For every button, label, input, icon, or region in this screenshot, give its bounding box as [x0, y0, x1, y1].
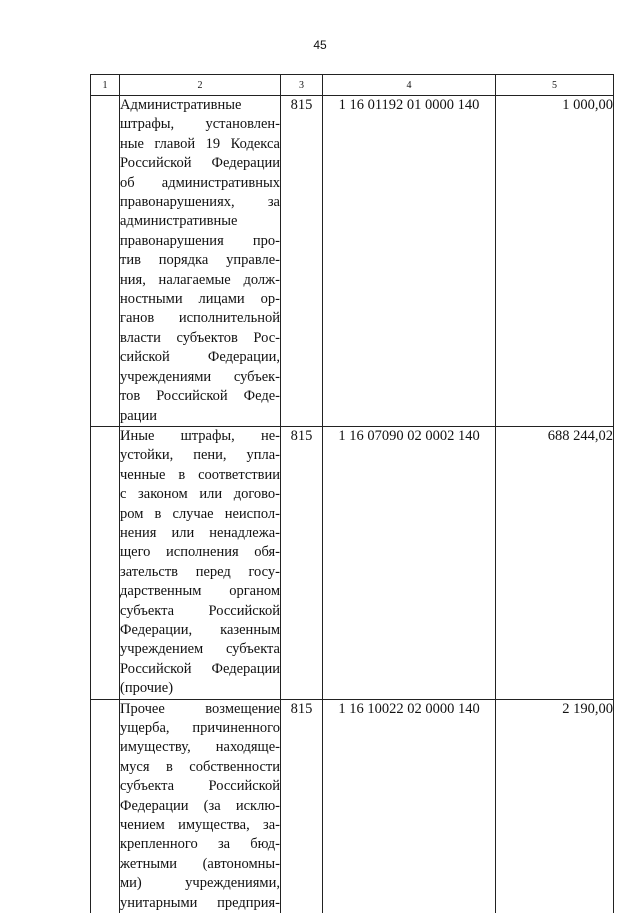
admin-code: 815	[281, 426, 323, 699]
revenue-description	[120, 96, 281, 427]
table-header-row	[91, 75, 614, 96]
description-line: Административные	[120, 97, 242, 113]
description-line: ния, налагаемые долж-	[120, 271, 280, 288]
description-line: ущерба, причиненного	[120, 720, 280, 736]
description-line: тив порядка управле-	[120, 252, 280, 269]
description-line: дарственным органом	[120, 583, 280, 600]
description-line: муся в собственности	[120, 758, 280, 775]
description-line: (прочие)	[120, 680, 174, 697]
description-line: учреждениями субъек-	[120, 368, 280, 385]
description-line: ностными лицами ор-	[120, 291, 280, 308]
column-header-2: 2	[120, 75, 281, 96]
description-line: субъекта Российской	[120, 602, 280, 619]
description-line: ми) учреждениями,	[120, 875, 280, 892]
column-header-4: 4	[323, 75, 496, 96]
budget-classification-code: 1 16 10022 02 0000 140	[323, 699, 496, 913]
description-line: ром в случае неиспол-	[120, 505, 280, 522]
description-line: правонарушения про-	[120, 232, 280, 249]
table-row	[91, 96, 614, 427]
column-header-3: 3	[281, 75, 323, 96]
description-line: унитарными предприя-	[120, 894, 280, 911]
description-line: ные главой 19 Кодекса	[120, 135, 280, 152]
description-line: об административных	[120, 174, 280, 191]
description-line: имуществу, находяще-	[120, 739, 280, 756]
admin-code: 815	[281, 96, 323, 427]
description-line: тов Российской Феде-	[120, 388, 280, 405]
description-line: административные	[120, 213, 238, 230]
description-line: Российской Федерации	[120, 155, 280, 172]
description-line: нения или ненадлежа-	[120, 524, 280, 541]
revenue-description	[120, 699, 281, 913]
description-line: штрафы, установлен-	[120, 116, 280, 133]
description-line: крепленного за бюд-	[120, 836, 280, 853]
description-line: с законом или догово-	[120, 486, 280, 503]
description-line: жетными (автономны-	[120, 855, 280, 872]
description-line: учреждением субъекта	[120, 641, 280, 658]
description-line: устойки, пени, упла-	[120, 447, 280, 464]
column-header-5: 5	[496, 75, 614, 96]
revenue-table	[90, 74, 614, 913]
amount: 2 190,00	[496, 699, 614, 913]
description-line: Федерации, казенным	[120, 621, 280, 638]
row-number-cell	[91, 426, 120, 699]
description-line: Российской Федерации	[120, 660, 280, 677]
amount: 688 244,02	[496, 426, 614, 699]
description-line: чением имущества, за-	[120, 817, 280, 834]
description-line: рации	[120, 407, 157, 424]
revenue-description	[120, 426, 281, 699]
description-line: ченные в соответствии	[120, 466, 280, 483]
budget-classification-code: 1 16 01192 01 0000 140	[323, 96, 496, 427]
budget-classification-code: 1 16 07090 02 0002 140	[323, 426, 496, 699]
amount: 1 000,00	[496, 96, 614, 427]
row-number-cell	[91, 699, 120, 913]
description-line: Иные штрафы, не-	[120, 427, 280, 444]
description-line: власти субъектов Рос-	[120, 329, 280, 346]
description-line: щего исполнения обя-	[120, 544, 280, 561]
description-line: сийской Федерации,	[120, 349, 280, 366]
description-line: Федерации (за исклю-	[120, 797, 280, 814]
description-line: Прочее возмещение	[120, 700, 280, 717]
admin-code: 815	[281, 699, 323, 913]
description-line: субъекта Российской	[120, 778, 280, 795]
column-header-1: 1	[91, 75, 120, 96]
table-row	[91, 699, 614, 913]
description-line: зательств перед госу-	[120, 563, 280, 580]
page-number: 45	[313, 38, 327, 52]
table-row	[91, 426, 614, 699]
description-line: правонарушениях, за	[120, 194, 280, 211]
row-number-cell	[91, 96, 120, 427]
description-line: ганов исполнительной	[120, 310, 280, 327]
